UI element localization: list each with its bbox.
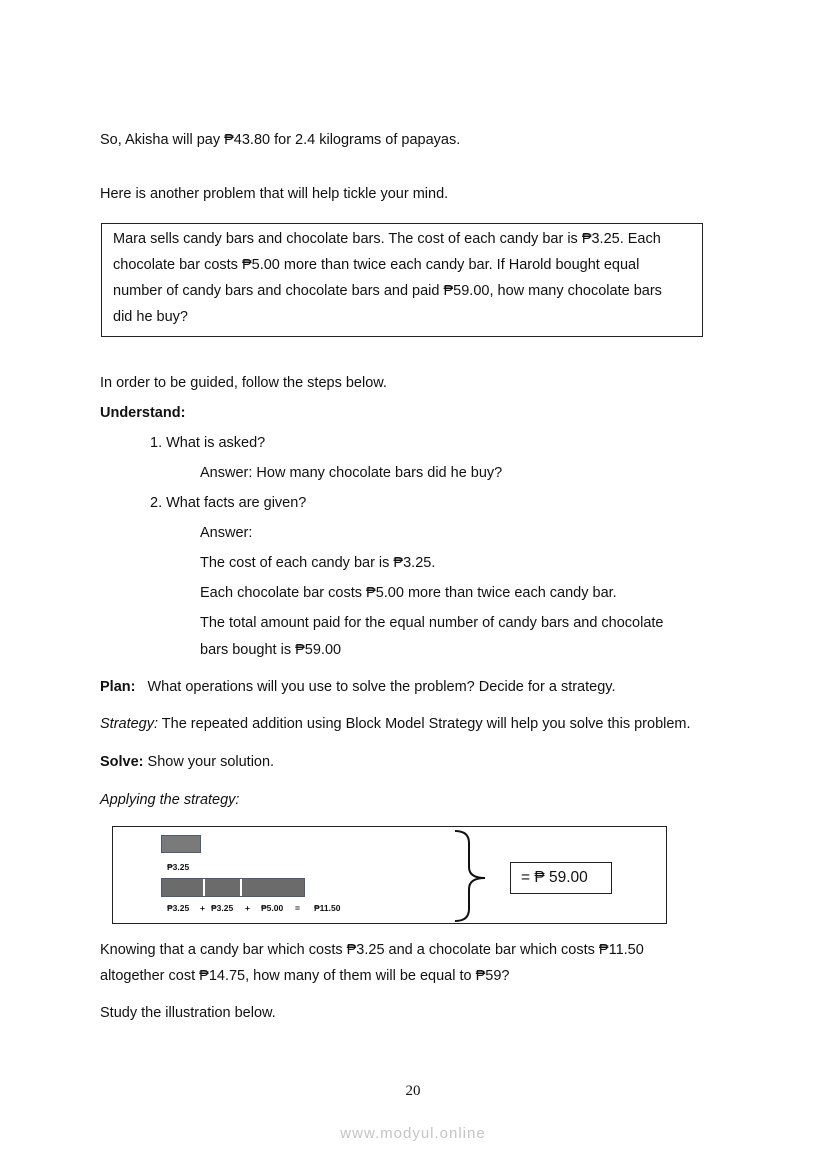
solve-line — [100, 752, 274, 772]
chocolate-segment-candy — [162, 879, 203, 896]
knowing-line-1: Knowing that a candy bar which costs ₱3.25 and a chocolate bar which costs ₱11.50 — [100, 942, 644, 958]
watermark: www.modyul.online — [340, 1125, 486, 1142]
answer-1: Answer: How many chocolate bars did he buy? — [200, 465, 503, 481]
equation-plus: + — [200, 903, 205, 913]
candy-bar-block — [161, 835, 201, 853]
understand-heading: Understand: — [100, 405, 186, 421]
fact-1: The cost of each candy bar is ₱3.25. — [200, 555, 436, 571]
strategy-label: Strategy: — [100, 716, 159, 732]
equation-value: ₱5.00 — [261, 903, 284, 913]
equation-equals: = — [295, 903, 300, 913]
chocolate-bar-block — [161, 878, 305, 897]
answer-2-label: Answer: — [200, 525, 253, 541]
study-sentence: Study the illustration below. — [100, 1005, 276, 1021]
equation-value: ₱3.25 — [167, 903, 190, 913]
equation-plus: + — [245, 903, 250, 913]
applying-heading: Applying the strategy: — [100, 792, 240, 808]
fact-3: The total amount paid for the equal number of candy bars and chocolate — [200, 615, 664, 631]
chocolate-segment-extra — [242, 879, 304, 896]
solve-label: Solve: — [100, 754, 144, 770]
solve-text: Show your solution. — [143, 754, 275, 770]
problem-line: chocolate bar costs ₱5.00 more than twice each candy bar. If Harold bought equal — [113, 257, 640, 273]
equation-total: ₱11.50 — [314, 903, 341, 913]
strategy-text: The repeated addition using Block Model Strategy will help you solve this problem. — [158, 716, 691, 732]
plan-text: What operations will you use to solve the problem? Decide for a strategy. — [147, 679, 616, 695]
knowing-line-2: altogether cost ₱14.75, how many of them will be equal to ₱59? — [100, 968, 510, 984]
total-answer-box: = ₱ 59.00 — [510, 862, 612, 894]
fact-2: Each chocolate bar costs ₱5.00 more than twice each candy bar. — [200, 585, 617, 601]
problem-line: number of candy bars and chocolate bars and paid ₱59.00, how many chocolate bars — [113, 283, 662, 299]
strategy-line — [100, 714, 691, 734]
chocolate-segment-candy — [205, 879, 240, 896]
candy-bar-label: ₱3.25 — [167, 862, 190, 872]
brace-icon — [451, 829, 491, 923]
plan-label: Plan: — [100, 679, 136, 695]
block-model-diagram — [112, 826, 667, 924]
intro-sentence: Here is another problem that will help tickle your mind. — [100, 186, 449, 202]
problem-box — [101, 223, 703, 337]
problem-line: did he buy? — [113, 309, 188, 325]
fact-3-cont: bars bought is ₱59.00 — [200, 642, 342, 658]
summary-sentence: So, Akisha will pay ₱43.80 for 2.4 kilograms of papayas. — [100, 132, 461, 148]
question-1: 1. What is asked? — [150, 435, 266, 451]
page-number: 20 — [405, 1083, 421, 1099]
equation-value: ₱3.25 — [211, 903, 234, 913]
problem-line: Mara sells candy bars and chocolate bars. The cost of each candy bar is ₱3.25. Each — [113, 231, 661, 247]
plan-line — [100, 677, 615, 697]
guide-sentence: In order to be guided, follow the steps below. — [100, 375, 387, 391]
question-2: 2. What facts are given? — [150, 495, 307, 511]
